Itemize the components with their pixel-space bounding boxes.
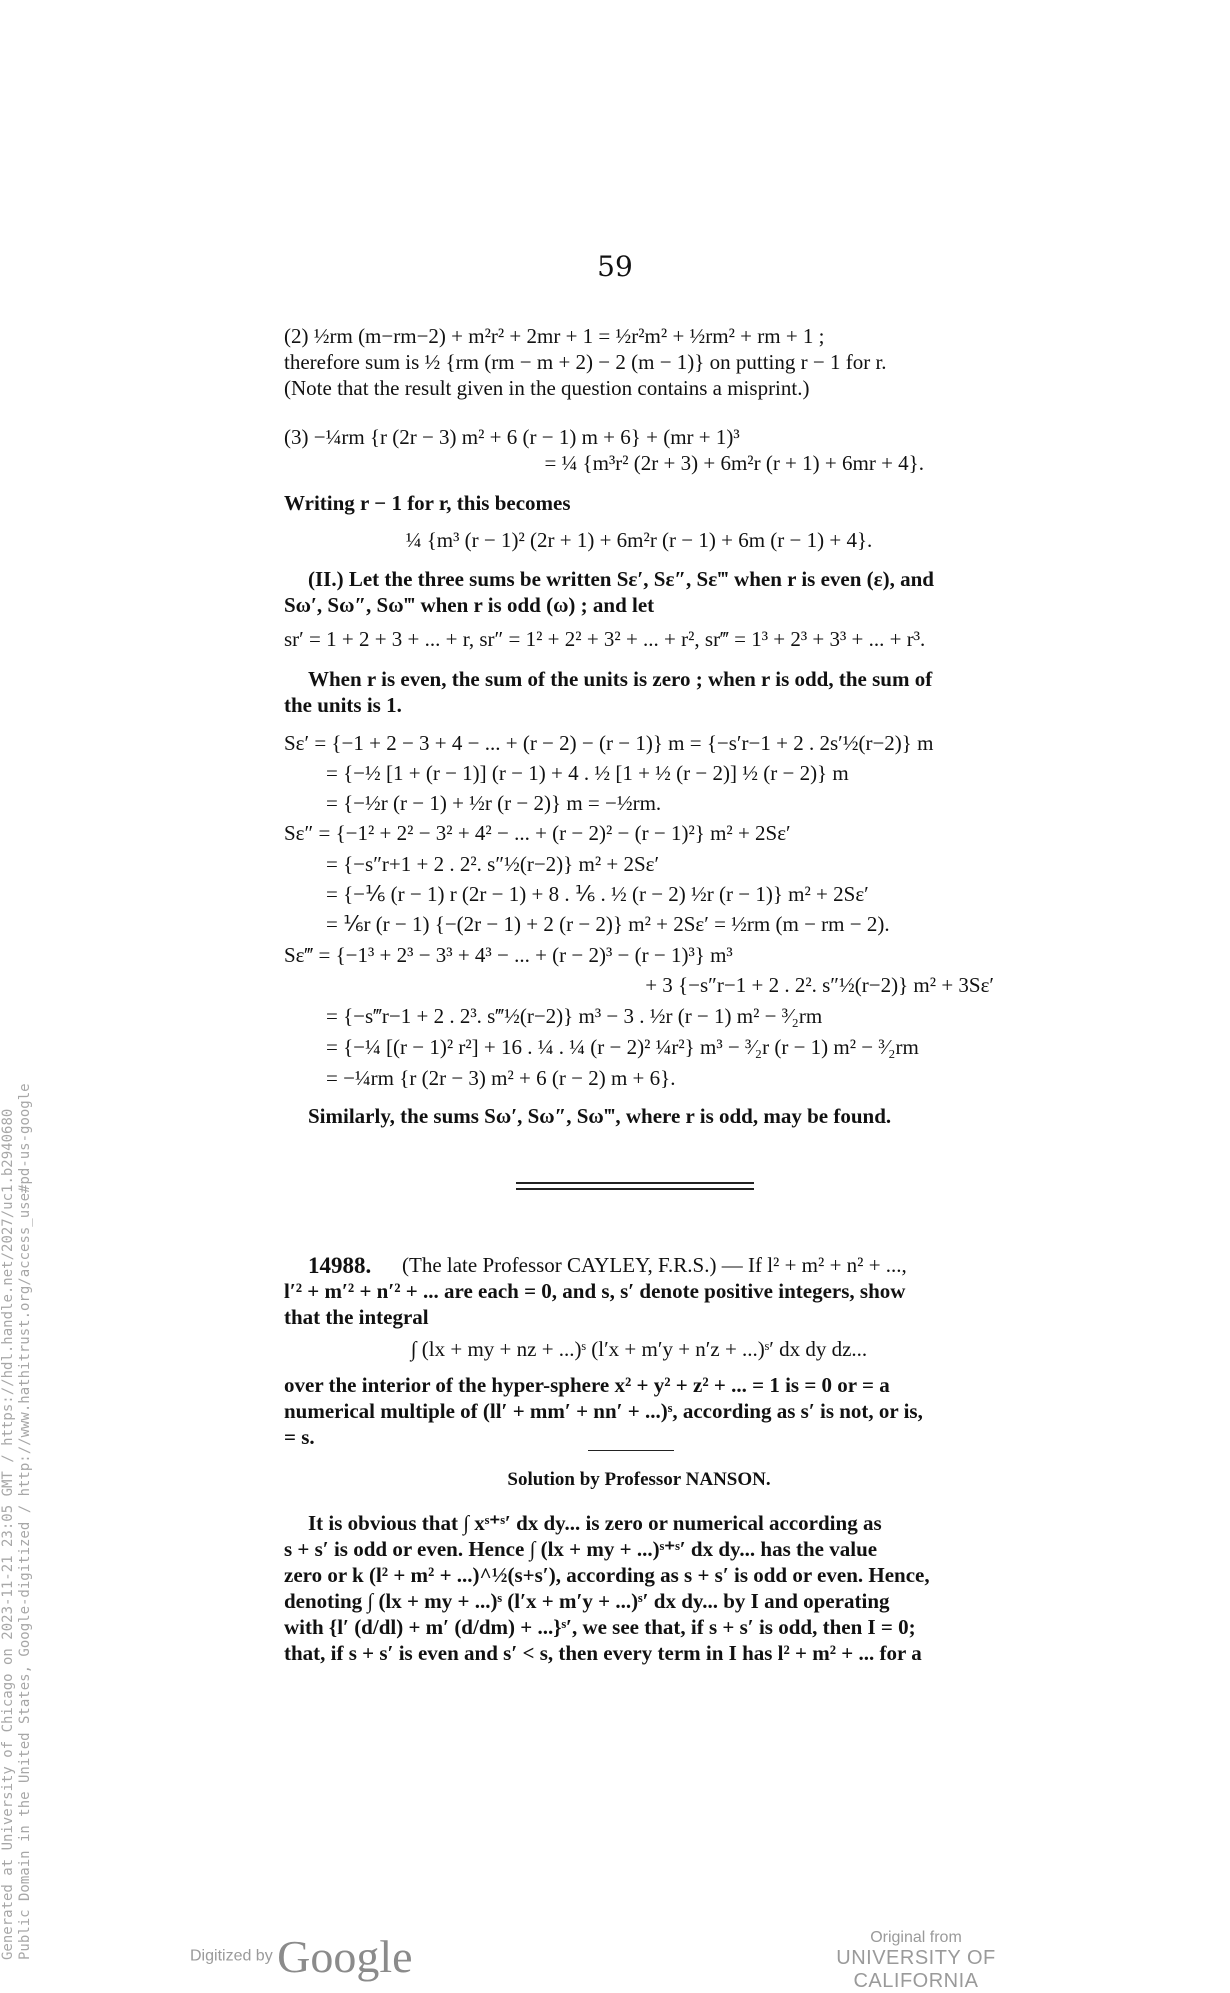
sum-line: therefore sum is ½ {rm (rm − m + 2) − 2 (m − 1)} on putting r − 1 for r. [284, 350, 887, 374]
original-from-mark [786, 1929, 1046, 1993]
question-line-2: l′² + m′² + n′² + ... are each = 0, and s, s′ denote positive integers, show [284, 1279, 906, 1303]
part-ii-odd: Sω′, Sω″, Sω‴ when r is odd (ω) ; and let [284, 593, 655, 617]
university-label: UNIVERSITY OF CALIFORNIA [836, 1947, 996, 1992]
short-rule [588, 1450, 674, 1451]
separator-rule-bottom [516, 1188, 754, 1190]
eq-2-line: (2) ½rm (m−rm−2) + m²r² + 2mr + 1 = ½r²m² + ½rm² + rm + 1 ; [284, 324, 825, 348]
sr-definitions: sr′ = 1 + 2 + 3 + ... + r, sr″ = 1² + 2² + 3² + ... + r², sr‴ = 1³ + 2³ + 3³ + ... + r³. [284, 627, 926, 651]
question-line-6: numerical multiple of (ll′ + mm′ + nn′ + ...)ˢ, according as s′ is not, or is, [284, 1399, 923, 1423]
similarly-line: Similarly, the sums Sω′, Sω″, Sω‴, where r is odd, may be found. [308, 1104, 892, 1128]
question-line-3: that the integral [284, 1305, 429, 1329]
question-integral: ∫ (lx + my + nz + ...)ˢ (l′x + m′y + n′z + ...)ˢ′ dx dy dz... [410, 1337, 868, 1361]
s-triple-eq-4: = −¼rm {r (2r − 3) m² + 6 (r − 2) m + 6}. [326, 1066, 676, 1090]
digitized-by-label: Digitized by [190, 1947, 273, 1965]
question-number: 14988. [308, 1253, 372, 1278]
s-prime-eq-2: = {−½ [1 + (r − 1)] (r − 1) + 4 . ½ [1 + ½ (r − 2)] ½ (r − 2)} m [326, 761, 849, 785]
page-number: 59 [597, 250, 633, 283]
s-double-eq-3: = {−⅙ (r − 1) r (2r − 1) + 8 . ⅙ . ½ (r − 2) ½r (r − 1)} m² + 2Sε′ [326, 882, 869, 906]
writing-line: Writing r − 1 for r, this becomes [284, 491, 571, 515]
s-triple-eq-3: = {−¼ [(r − 1)² r²] + 16 . ¼ . ¼ (r − 2)² ¼r²} m³ − ³⁄₂r (r − 1) m² − ³⁄₂rm [326, 1035, 919, 1059]
s-double-eq-4: = ⅙r (r − 1) {−(2r − 1) + 2 (r − 2)} m² + 2Sε′ = ½rm (m − rm − 2). [326, 912, 890, 936]
eq-3-result: = ¼ {m³r² (2r + 3) + 6m²r (r + 1) + 6mr + 4}. [544, 451, 924, 475]
s-triple-eq-1: Sε‴ = {−1³ + 2³ − 3³ + 4³ − ... + (r − 2)³ − (r − 1)³} m³ [284, 943, 733, 967]
units-line-1: When r is even, the sum of the units is zero ; when r is odd, the sum of [308, 667, 933, 691]
s-double-eq-1: Sε″ = {−1² + 2² − 3² + 4² − ... + (r − 2)² − (r − 1)²} m² + 2Sε′ [284, 821, 791, 845]
eq-3-line: (3) −¼rm {r (2r − 3) m² + 6 (r − 1) m + 6} + (mr + 1)³ [284, 425, 740, 449]
eq-becomes: ¼ {m³ (r − 1)² (2r + 1) + 6m²r (r − 1) + 6m (r − 1) + 4}. [405, 528, 873, 552]
question-line-5: over the interior of the hyper-sphere x² + y² + z² + ... = 1 is = 0 or = a [284, 1373, 890, 1397]
part-ii-intro: (II.) Let the three sums be written Sε′, Sε″, Sε‴ when r is even (ε), and [308, 567, 934, 591]
solution-heading: Solution by Professor NANSON. [507, 1469, 771, 1490]
s-triple-eq-2: = {−s‴r−1 + 2 . 2³. s‴½(r−2)} m³ − 3 . ½r (r − 1) m² − ³⁄₂rm [326, 1004, 823, 1028]
s-triple-eq-1b: + 3 {−s″r−1 + 2 . 2². s″½(r−2)} m² + 3Sε′ [645, 973, 994, 997]
solution-line-3: zero or k (l² + m² + ...)^½(s+s′), according as s + s′ is odd or even. Hence, [284, 1563, 930, 1587]
solution-line-6: that, if s + s′ is even and s′ < s, then every term in I has l² + m² + ... for a [284, 1641, 922, 1665]
solution-line-2: s + s′ is odd or even. Hence ∫ (lx + my + ...)ˢ⁺ˢ′ dx dy... has the value [284, 1537, 878, 1561]
solution-line-1: It is obvious that ∫ xˢ⁺ˢ′ dx dy... is zero or numerical according as [308, 1511, 882, 1535]
s-prime-eq-1: Sε′ = {−1 + 2 − 3 + 4 − ... + (r − 2) − (r − 1)} m = {−s′r−1 + 2 . 2s′½(r−2)} m [284, 731, 934, 755]
watermark-public-domain-line: Public Domain in the United States, Google-digitized / http://www.hathitrust.org/access_use#pd-us-google [17, 1083, 33, 1960]
solution-line-4: denoting ∫ (lx + my + ...)ˢ (l′x + m′y + ...)ˢ′ dx dy... by I and operating [284, 1589, 890, 1613]
question-line-7: = s. [284, 1425, 315, 1449]
note-line: (Note that the result given in the question contains a misprint.) [284, 376, 810, 400]
hathitrust-margin-watermark [0, 1083, 34, 1960]
solution-line-5: with {l′ (d/dl) + m′ (d/dm) + ...}ˢ′, we see that, if s + s′ is odd, then I = 0; [284, 1615, 916, 1639]
separator-rule-top [516, 1182, 754, 1184]
watermark-generated-line: Generated at University of Chicago on 2023-11-21 23:05 GMT / https://hdl.handle.net/2027/uc1.b2940680 [0, 1108, 16, 1960]
original-from-label: Original from [870, 1929, 962, 1946]
digitized-by-google [190, 1930, 413, 1983]
units-line-2: the units is 1. [284, 693, 402, 717]
s-double-eq-2: = {−s″r+1 + 2 . 2². s″½(r−2)} m² + 2Sε′ [326, 852, 660, 876]
question-line-1: (The late Professor CAYLEY, F.R.S.) — If l² + m² + n² + ..., [402, 1253, 907, 1277]
s-prime-eq-3: = {−½r (r − 1) + ½r (r − 2)} m = −½rm. [326, 791, 662, 815]
google-logo: Google [277, 1931, 413, 1982]
